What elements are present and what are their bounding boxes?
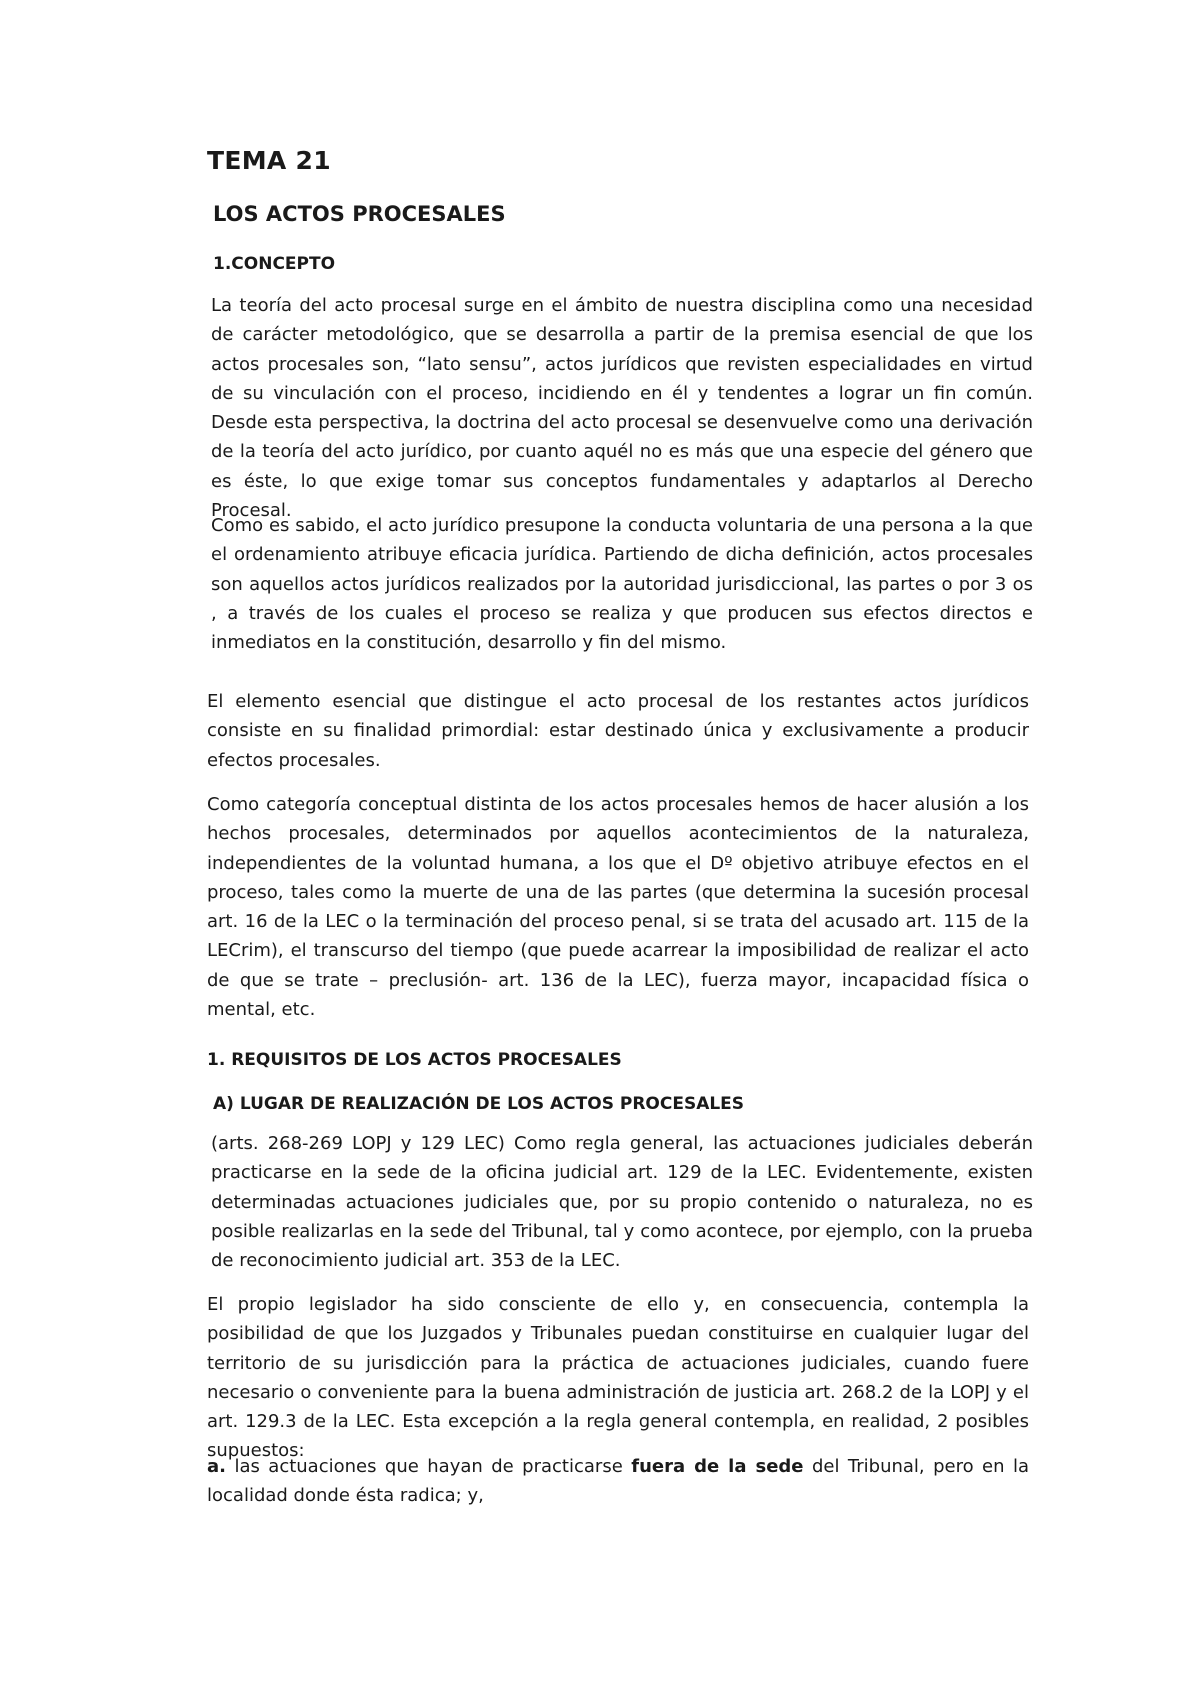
paragraph-6: El propio legislador ha sido consciente de ello y, en consecuencia, contempla la posibilidad de que los Juzgados y Tribunales puedan constituirse en cualquier lugar del territorio de su jurisdicción para la práctica de actuaciones judiciales, cuando fuere necesario o conveniente para la buena administración de justicia art. 268.2 de la LOPJ y el art. 129.3 de la LEC. Esta excepción a la regla general contempla, en realidad, 2 posibles supuestos: — [207, 1294, 1029, 1462]
list-marker-a: a. — [207, 1456, 226, 1477]
document-title: LOS ACTOS PROCESALES — [213, 202, 506, 226]
paragraph-1: La teoría del acto procesal surge en el ámbito de nuestra disciplina como una necesidad de carácter metodológico, que se desarrolla a partir de la premisa esencial de que los actos procesales son, “lato sensu”, actos jurídicos que revisten especialidades en virtud de su vinculación con el proceso, incidiendo en él y tendentes a lograr un fin común. Desde esta perspectiva, la doctrina del acto procesal se desenvuelve como una derivación de la teoría del acto jurídico, por cuanto aquél no es más que una especie del género que es éste, lo que exige tomar sus conceptos fundamentales y adaptarlos al Derecho Procesal. — [211, 295, 1033, 522]
tema-heading: TEMA 21 — [207, 146, 331, 175]
paragraph-7-bold: fuera de la sede — [631, 1456, 804, 1477]
paragraph-7-text-post: del Tribunal, pero en la localidad donde ésta radica; y, — [207, 1456, 1029, 1507]
section-heading-lugar: A) LUGAR DE REALIZACIÓN DE LOS ACTOS PROCESALES — [213, 1094, 745, 1114]
paragraph-4: Como categoría conceptual distinta de los actos procesales hemos de hacer alusión a los hechos procesales, determinados por aquellos acontecimientos de la naturaleza, independientes de la voluntad humana, a los que el Dº objetivo atribuye efectos en el proceso, tales como la muerte de una de las partes (que determina la sucesión procesal art. 16 de la LEC o la terminación del proceso penal, si se trata del acusado art. 115 de la LECrim), el transcurso del tiempo (que puede acarrear la imposibilidad de realizar el acto de que se trate – preclusión- art. 136 de la LEC), fuerza mayor, incapacidad física o mental, etc. — [207, 794, 1029, 1021]
paragraph-5: (arts. 268-269 LOPJ y 129 LEC) Como regla general, las actuaciones judiciales deberán practicarse en la sede de la oficina judicial art. 129 de la LEC. Evidentemente, existen determinadas actuaciones judiciales que, por su propio contenido o naturaleza, no es posible realizarlas en la sede del Tribunal, tal y como acontece, por ejemplo, con la prueba de reconocimiento judicial art. 353 de la LEC. — [211, 1133, 1033, 1272]
section-heading-requisitos: 1. REQUISITOS DE LOS ACTOS PROCESALES — [207, 1050, 622, 1070]
concept-heading: 1.CONCEPTO — [213, 254, 336, 274]
paragraph-7-text-pre: las actuaciones que hayan de practicarse — [234, 1456, 623, 1477]
paragraph-7 — [207, 1452, 1029, 1511]
paragraph-2: Como es sabido, el acto jurídico presupone la conducta voluntaria de una persona a la que el ordenamiento atribuye eficacia jurídica. Partiendo de dicha definición, actos procesales son aquellos actos jurídicos realizados por la autoridad jurisdiccional, las partes o por 3 os , a través de los cuales el proceso se realiza y que producen sus efectos directos e inmediatos en la constitución, desarrollo y fin del mismo. — [211, 515, 1033, 654]
paragraph-3: El elemento esencial que distingue el acto procesal de los restantes actos jurídicos consiste en su finalidad primordial: estar destinado única y exclusivamente a producir efectos procesales. — [207, 691, 1029, 771]
